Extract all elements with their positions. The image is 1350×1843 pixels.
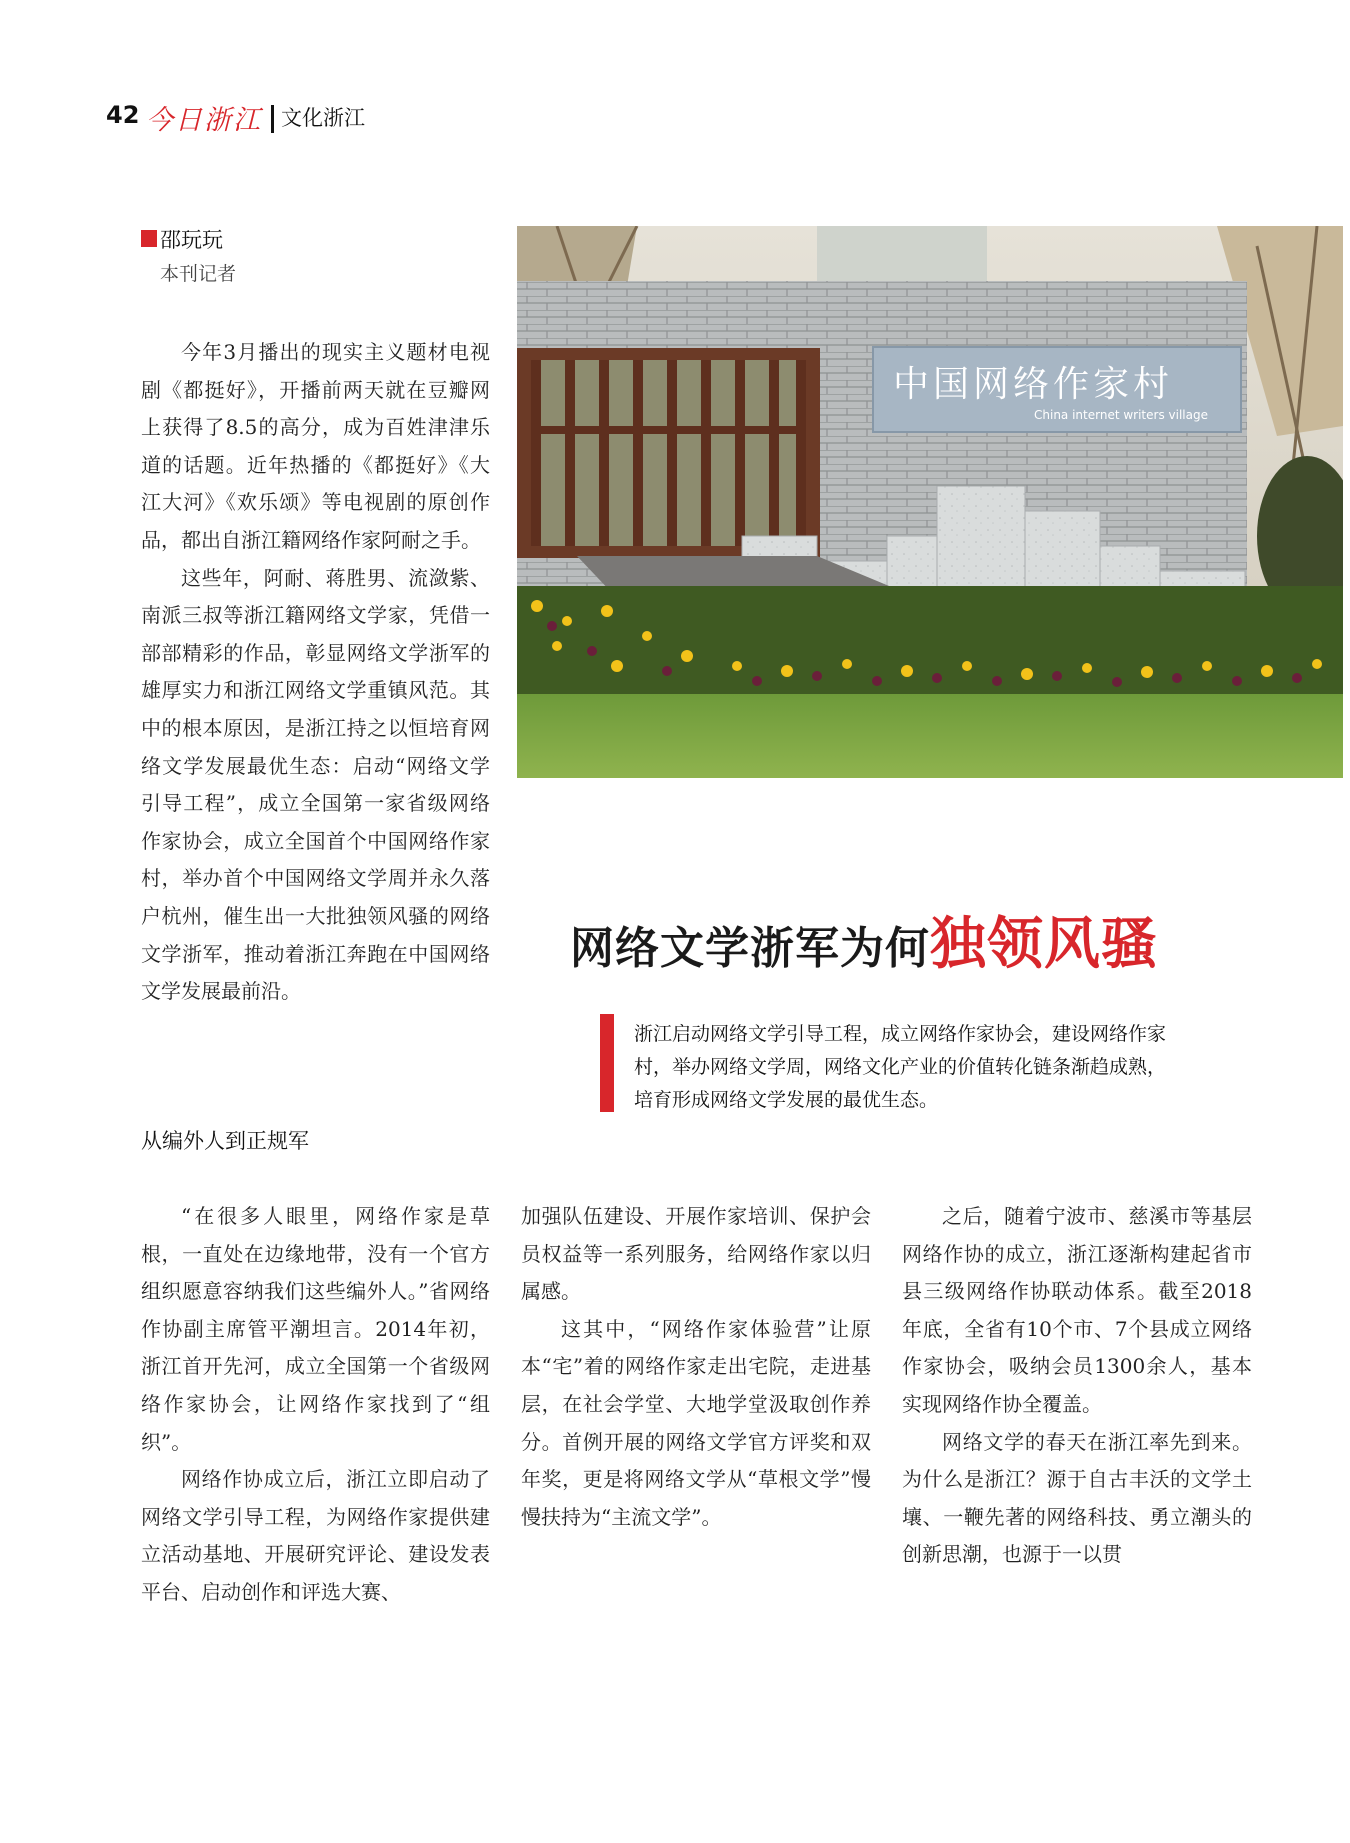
body-paragraph: 之后，随着宁波市、慈溪市等基层网络作协的成立，浙江逐渐构建起省市县三级网络作协联动体系。截至2018年底，全省有10个市、7个县成立网络作家协会，吸纳会员1300余人，基本实现网络作协全覆盖。	[902, 1204, 1252, 1416]
title-highlight: 独领风骚	[930, 911, 1158, 977]
author-marker	[141, 230, 157, 247]
body-paragraph: 网络作协成立后，浙江立即启动了网络文学引导工程，为网络作家提供建立活动基地、开展研究评论、建设发表平台、启动创作和评选大赛、	[141, 1467, 490, 1604]
body-paragraph: 这其中，“网络作家体验营”让原本“宅”着的网络作家走出宅院，走进基层，在社会学堂、大地学堂汲取创作养分。首例开展的网络文学官方评奖和双年奖，更是将网络文学从“草根文学”慢慢扶持为“主流文学”。	[521, 1316, 871, 1529]
sign-english: China internet writers village	[1034, 408, 1208, 422]
magazine-logo: 今日浙江	[146, 105, 262, 136]
body-paragraph: 加强队伍建设、开展作家培训、保护会员权益等一系列服务，给网络作家以归属感。	[521, 1204, 871, 1304]
intro-paragraph-2: 这些年，阿耐、蒋胜男、流潋紫、南派三叔等浙江籍网络文学家，凭借一部部精彩的作品，彰显网络文学浙军的雄厚实力和浙江网络文学重镇风范。其中的根本原因，是浙江持之以恒培育网络文学发展最优生态：启动“网络文学引导工程”，成立全国第一家省级网络作家协会，成立全国首个中国网络作家村，举办首个中国网络文学周并永久落户杭州，催生出一大批独领风骚的网络文学浙军，推动着浙江奔跑在中国网络文学发展最前沿。	[141, 565, 490, 1004]
intro-column	[141, 334, 490, 1011]
summary-marker	[600, 1014, 614, 1112]
body-column-3	[902, 1198, 1252, 1574]
section-subhead: 从编外人到正规军	[141, 1129, 309, 1153]
header-divider	[271, 105, 274, 133]
article-summary: 浙江启动网络文学引导工程，成立网络作家协会，建设网络作家村，举办网络文学周，网络文化产业的价值转化链条渐趋成熟，培育形成网络文学发展的最优生态。	[634, 1023, 1167, 1111]
author-role: 本刊记者	[160, 263, 237, 285]
sign-chinese: 中国网络作家村	[893, 364, 1174, 405]
intro-paragraph-1: 今年3月播出的现实主义题材电视剧《都挺好》，开播前两天就在豆瓣网上获得了8.5的高分，成为百姓津津乐道的话题。近年热播的《都挺好》《大江大河》《欢乐颂》等电视剧的原创作品，都出自浙江籍网络作家阿耐之手。	[141, 340, 490, 552]
body-column-1	[141, 1198, 490, 1612]
page-number: 42	[106, 101, 140, 129]
author-name: 邵玩玩	[160, 228, 223, 252]
section-name: 文化浙江	[281, 106, 365, 130]
body-paragraph: 网络文学的春天在浙江率先到来。为什么是浙江？源于自古丰沃的文学土壤、一鞭先著的网络科技、勇立潮头的创新思潮，也源于一以贯	[902, 1429, 1252, 1567]
article-title	[570, 900, 1158, 980]
body-column-2	[521, 1198, 871, 1536]
body-paragraph: “在很多人眼里，网络作家是草根，一直处在边缘地带，没有一个官方组织愿意容纳我们这些编外人。”省网络作协副主席管平潮坦言。2014年初，浙江首开先河，成立全国第一个省级网络作家协会，让网络作家找到了“组织”。	[141, 1204, 490, 1454]
article-photo	[517, 226, 1343, 778]
title-prefix: 网络文学浙军为何	[570, 923, 930, 974]
